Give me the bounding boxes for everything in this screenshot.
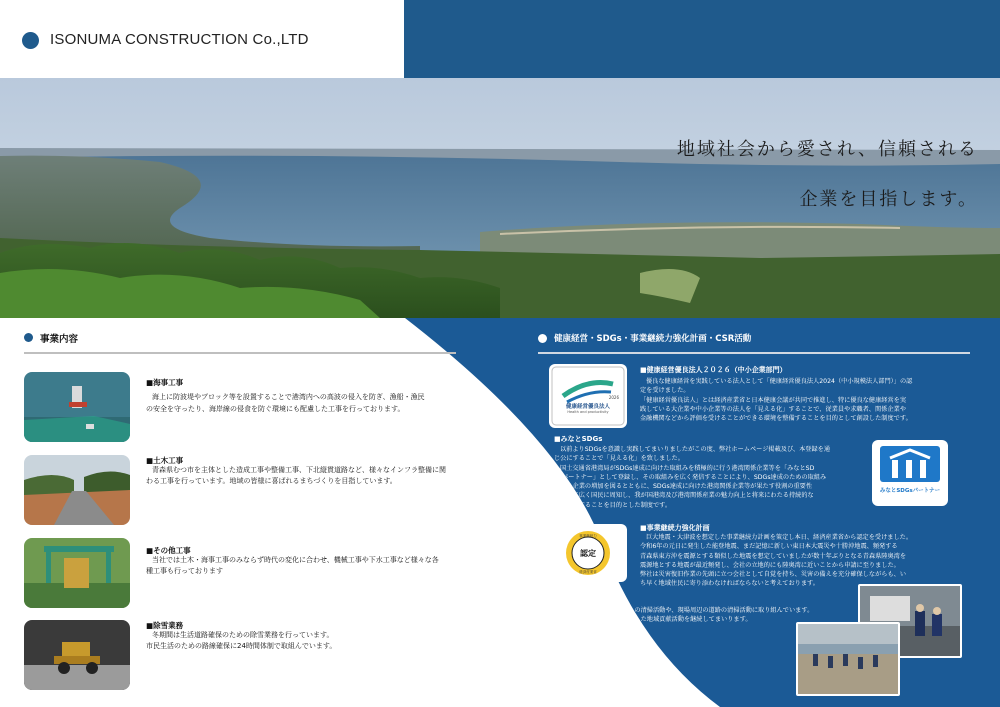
bcp-badge-text: 認定	[580, 549, 596, 558]
cleanup-activity-photo-2	[796, 622, 900, 696]
csr-divider	[538, 352, 970, 354]
business-item-body: 冬期間は生活道路確保のための除雪業務を行っています。	[152, 631, 334, 639]
slogan-line-2: 企業を目指します。	[799, 189, 978, 210]
other-work-photo	[24, 538, 130, 608]
business-item-title: ■海事工事	[146, 378, 184, 387]
business-section-dot-icon	[24, 333, 33, 342]
slogan-line-1: 地域社会から愛され、信頼される	[676, 139, 978, 160]
business-divider	[24, 352, 456, 354]
bcp-body: 巨大地震・大津波を想定した事業継続力計画を策定し本日、経済産業省から認定を受けました。 令和6年の元日に発生した能登地震、まだ記憶に新しい東日本大震災や十勝沖地震、頻発する 青森県東方沖を震源とする類似した地震を想定していましたが数十年ぶりとなる青森県陸奥湾を 震源地とする地震が最近頻発し、会社の立地的にも陸奥湾に近いことから申請に至りました。 弊社は災害復旧作業の先頭に立つ会社として自覚を持ち、災害の備えを充分確保しながらも、い ち早く地域住民に寄り添わなければならないと考えております。	[640, 534, 913, 588]
business-section-title: 事業内容	[40, 334, 79, 345]
bcp-badge-bottom: 経済産業省	[579, 570, 597, 574]
csr-section-dot-icon	[538, 334, 547, 343]
snow-removal-photo	[24, 620, 130, 690]
business-item-title: ■土木工事	[146, 456, 184, 465]
csr-activity-title: ■CSR活動	[554, 597, 591, 605]
kenko-body: 優良な健康経営を実践している法人として「健康経営優良法人2024（中小規模法人部門）」の認 定を受けました。 「健康経営優良法人」とは経済産業省と日本健康会議が共同で推進し、特に優良な健康経営を実 践している大企業や中小企業等の法人を「見える化」することで、従業員や求職者、関係企業や 金融機関などから評価を受けることができる環境を整備することを目的として創設した制度です。	[640, 378, 913, 423]
business-item-body: 当社では土木・海事工事のみならず時代の変化に合わせ、機械工事や下水工事など様々な各	[152, 556, 439, 564]
business-item-body: 市民生活のための路線確保に24時間体制で取組んでいます。	[146, 642, 337, 650]
business-item-body: の安全を守ったり、海岸線の侵食を防ぐ環境にも配慮した工事を行っております。	[146, 405, 405, 413]
kenko-badge-sub: Health and productivity	[567, 410, 609, 414]
header-blue-band	[404, 0, 1000, 78]
bcp-certified-badge	[549, 524, 627, 582]
kenko-badge-year: 2026	[608, 395, 619, 400]
logo-dot-icon	[22, 32, 39, 49]
sdgs-title: ■みなとSDGs	[554, 435, 603, 443]
kenko-badge-text: 健康経営優良法人	[565, 404, 610, 410]
business-item-title: ■その他工事	[146, 546, 191, 555]
minato-sdgs-badge	[872, 440, 948, 506]
kenko-keiei-badge	[549, 364, 627, 428]
civil-work-photo	[24, 455, 130, 525]
marine-work-photo	[24, 372, 130, 442]
bcp-badge-top: 事業継続力	[579, 534, 597, 538]
business-item-title: ■除雪業務	[146, 621, 184, 630]
business-item-body: わる工事を行っています。地域の皆様に喜ばれるまちづくりを目指しています。	[146, 477, 397, 485]
company-name: ISONUMA CONSTRUCTION Co.,LTD	[50, 31, 309, 48]
kenko-title: ■健康経営優良法人２０２６（中小企業部門）	[640, 366, 787, 374]
minato-badge-text: みなとSDGsパートナー	[879, 488, 941, 494]
bcp-title: ■事業継続力強化計画	[640, 524, 710, 532]
sdgs-body: 以前よりSDGsを意識し実践してまいりましたがこの度、弊社ホームページ掲載及び、本登録を通 じ公にすることで「見える化」を致しました。 国土交通省港湾局がSDGs達成に向けた取組みを積極的に行う港湾関係企業等を「みなとSD Gsパートナー」として登録し、その取組みを広く発信することにより、SDGs達成のための取組み を行う企業の増加を図るとともに、SDGs達成に向けた港湾関係企業等が果たす役割の重要性 について広く国民に周知し、我が国港湾及び港湾関係産業の魅力向上と将来にわたる持続的な 発展に資することを目的とした制度です。	[554, 446, 831, 509]
csr-activity-body: 『青森県水辺のサポーター』の清掃活動や、現場周辺の道路の清掃活動に取り組んでいます。 これからも、地域社会に密着した地域貢献活動を継続してまいります。	[554, 607, 814, 624]
business-item-body: 海上に防波堤やブロック等を設置することで港湾内への高波の侵入を防ぎ、漁船・漁民	[152, 393, 425, 401]
business-item-body: 青森県むつ市を主体とした造成工事や整備工事、下北縦貫道路など、様々なインフラ整備に関	[152, 466, 446, 474]
business-item-body: 種工事も行っております	[146, 567, 223, 575]
csr-section-title: 健康経営・SDGs・事業継続力強化計画・CSR活動	[554, 334, 752, 344]
